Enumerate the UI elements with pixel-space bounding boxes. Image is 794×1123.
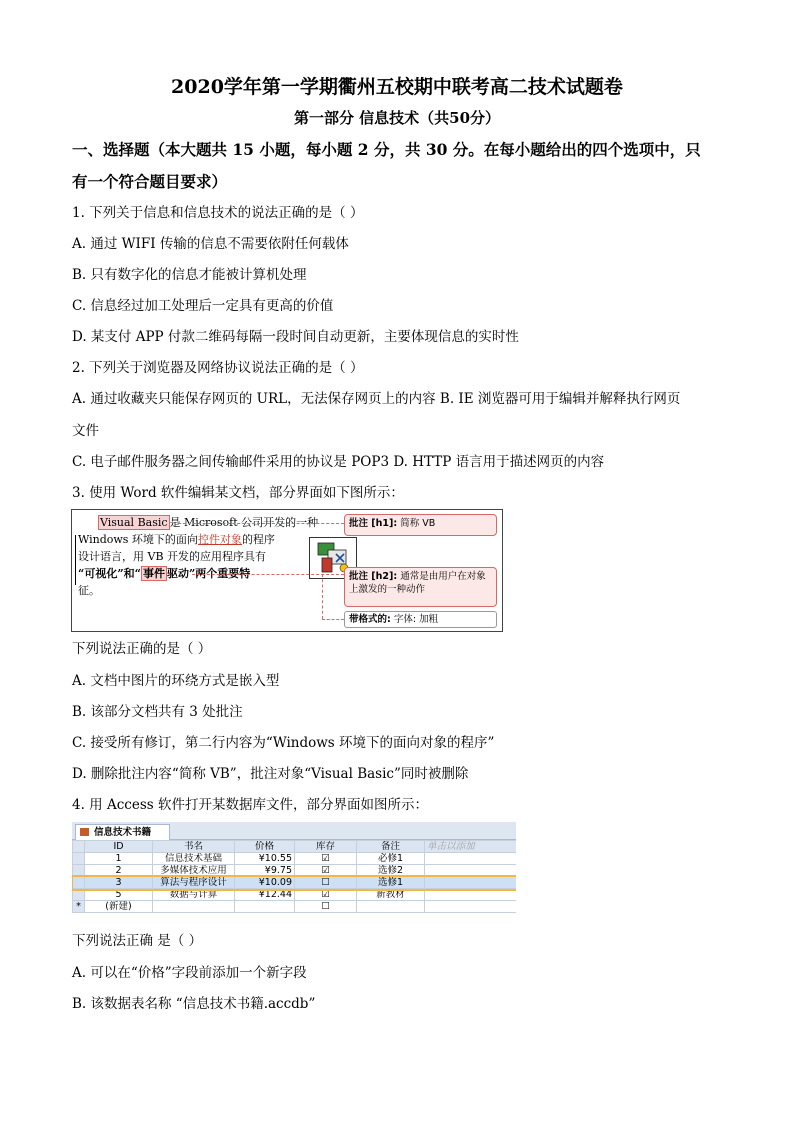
q3-stem: 3. 使用 Word 软件编辑某文档，部分界面如下图所示： <box>72 485 404 501</box>
cell-stock-checkbox[interactable]: ☐ <box>295 877 357 889</box>
table-row <box>73 865 517 877</box>
row-selector[interactable] <box>73 865 85 877</box>
cell-empty[interactable] <box>153 901 235 913</box>
q1-stem: 1. 下列关于信息和信息技术的说法正确的是（ ） <box>72 205 364 221</box>
table-tab[interactable]: 信息技术书籍 <box>75 824 170 840</box>
cell-stock-checkbox[interactable]: ☐ <box>295 901 357 913</box>
q2-stem: 2. 下列关于浏览器及网络协议说法正确的是（ ） <box>72 360 364 376</box>
q1-option-c: C. 信息经过加工处理后一定具有更高的价值 <box>72 298 334 314</box>
word-line-3: 设计语言，用 VB 开发的应用程序具有 <box>78 550 267 563</box>
column-header-price[interactable]: 价格 <box>235 841 295 853</box>
q4-stem: 4. 用 Access 软件打开某数据库文件，部分界面如图所示： <box>72 797 428 813</box>
cell-stock-checkbox[interactable]: ☑ <box>295 865 357 877</box>
cell-price[interactable]: ¥9.75 <box>235 865 295 877</box>
part-title: 第一部分 信息技术（共50分） <box>293 109 501 127</box>
tracked-change-text: 控件对象 <box>197 533 242 546</box>
q1-option-a: A. 通过 WIFI 传输的信息不需要依附任何载体 <box>72 236 349 252</box>
format-link-line <box>322 574 323 619</box>
section-heading-line2: 有一个符合题目要求） <box>72 172 228 191</box>
q4-option-a: A. 可以在“价格”字段前添加一个新字段 <box>72 965 307 981</box>
cell-name[interactable]: 多媒体技术应用 <box>153 865 235 877</box>
cell-empty[interactable] <box>425 853 517 865</box>
row-selector[interactable] <box>73 853 85 865</box>
q2-options-cd: C. 电子邮件服务器之间传输邮件采用的协议是 POP3 D. HTTP 语言用于描述网页的内容 <box>72 454 605 470</box>
cell-price[interactable]: ¥10.55 <box>235 853 295 865</box>
format-change-balloon: 带格式的: 字体: 加粗 <box>344 611 497 628</box>
new-record-label[interactable]: (新建) <box>85 901 153 913</box>
q3-prompt: 下列说法正确的是（ ） <box>72 641 212 657</box>
access-tab-bar <box>72 822 516 840</box>
cell-stock-checkbox[interactable]: ☑ <box>295 889 357 901</box>
row-selector-header[interactable] <box>73 841 85 853</box>
comment-h1: 批注 [h1]: 简称 VB <box>344 514 497 536</box>
column-header-stock[interactable]: 库存 <box>295 841 357 853</box>
word-line-2: Windows 环境下的面向控件对象的程序 <box>78 533 275 546</box>
q1-option-b: B. 只有数字化的信息才能被计算机处理 <box>72 267 307 283</box>
datasheet-table <box>72 840 516 913</box>
cell-empty[interactable] <box>425 901 517 913</box>
cell-note[interactable]: 必修1 <box>357 853 425 865</box>
cell-price[interactable]: ¥10.09 <box>235 877 295 889</box>
cell-note[interactable]: 新教材 <box>357 889 425 901</box>
row-selector[interactable] <box>73 889 85 901</box>
cell-name[interactable]: 信息技术基础 <box>153 853 235 865</box>
q3-option-a: A. 文档中图片的环绕方式是嵌入型 <box>72 673 280 689</box>
section-heading-line1: 一、选择题（本大题共 15 小题，每小题 2 分，共 30 分。在每小题给出的四个选项中，只 <box>72 140 701 159</box>
cell-name[interactable]: 数据与计算 <box>153 889 235 901</box>
comment-anchor-event: 事件 <box>142 567 165 580</box>
q1-option-d: D. 某支付 APP 付款二维码每隔一段时间自动更新，主要体现信息的实时性 <box>72 329 519 345</box>
cell-stock-checkbox[interactable]: ☑ <box>295 853 357 865</box>
cell-id[interactable]: 5 <box>85 889 153 901</box>
format-link-line-h <box>322 619 344 620</box>
cell-id[interactable]: 2 <box>85 865 153 877</box>
cell-id[interactable]: 3 <box>85 877 153 889</box>
cell-empty[interactable] <box>425 877 517 889</box>
header-row <box>73 841 517 853</box>
access-table-figure <box>72 822 516 919</box>
revision-bar <box>75 535 76 585</box>
word-screenshot-figure <box>71 509 503 632</box>
table-row <box>73 853 517 865</box>
word-line-5: 征。 <box>78 584 100 597</box>
cell-empty[interactable] <box>235 901 295 913</box>
q4-prompt: 下列说法正确 是（ ） <box>72 933 203 949</box>
cell-name[interactable]: 算法与程序设计 <box>153 877 235 889</box>
table-row-selected <box>73 877 517 889</box>
cell-note[interactable]: 选修2 <box>357 865 425 877</box>
exam-title: 2020学年第一学期衢州五校期中联考高二技术试题卷 <box>171 76 623 98</box>
q4-option-b: B. 该数据表名称 “信息技术书籍.accdb” <box>72 996 316 1012</box>
column-header-click-to-add[interactable]: 单击以添加 <box>425 841 517 853</box>
new-record-marker[interactable]: * <box>73 901 85 913</box>
new-record-row <box>73 901 517 913</box>
word-line-4: “可视化”和“ 事件 驱动”两个重要特 <box>78 567 251 580</box>
q2-options-ab: A. 通过收藏夹只能保存网页的 URL，无法保存网页上的内容 B. IE 浏览器可用于编辑并解释执行网页 <box>72 391 681 407</box>
comment-link-line-1 <box>178 523 344 524</box>
table-row <box>73 889 517 901</box>
column-header-name[interactable]: 书名 <box>153 841 235 853</box>
comment-h2: 批注 [h2]: 通常是由用户在对象上激发的一种动作 <box>344 567 497 607</box>
q3-option-b: B. 该部分文档共有 3 处批注 <box>72 704 243 720</box>
cell-empty[interactable] <box>357 901 425 913</box>
word-line-1: Visual Basic 是 Microsoft 公司开发的一种 <box>100 516 319 529</box>
column-header-note[interactable]: 备注 <box>357 841 425 853</box>
table-icon <box>80 828 89 836</box>
comment-anchor-visual-basic: Visual Basic <box>100 516 168 529</box>
cell-id[interactable]: 1 <box>85 853 153 865</box>
cell-note[interactable]: 选修1 <box>357 877 425 889</box>
q3-option-c: C. 接受所有修订，第二行内容为“Windows 环境下的面向对象的程序” <box>72 735 495 751</box>
q3-option-d: D. 删除批注内容“简称 VB”，批注对象“Visual Basic”同时被删除 <box>72 766 469 782</box>
row-selector[interactable] <box>73 877 85 889</box>
cell-empty[interactable] <box>425 865 517 877</box>
q2-options-ab-wrap: 文件 <box>72 423 99 439</box>
cell-price[interactable]: ¥12.44 <box>235 889 295 901</box>
column-header-id[interactable]: ID <box>85 841 153 853</box>
cell-empty[interactable] <box>425 889 517 901</box>
